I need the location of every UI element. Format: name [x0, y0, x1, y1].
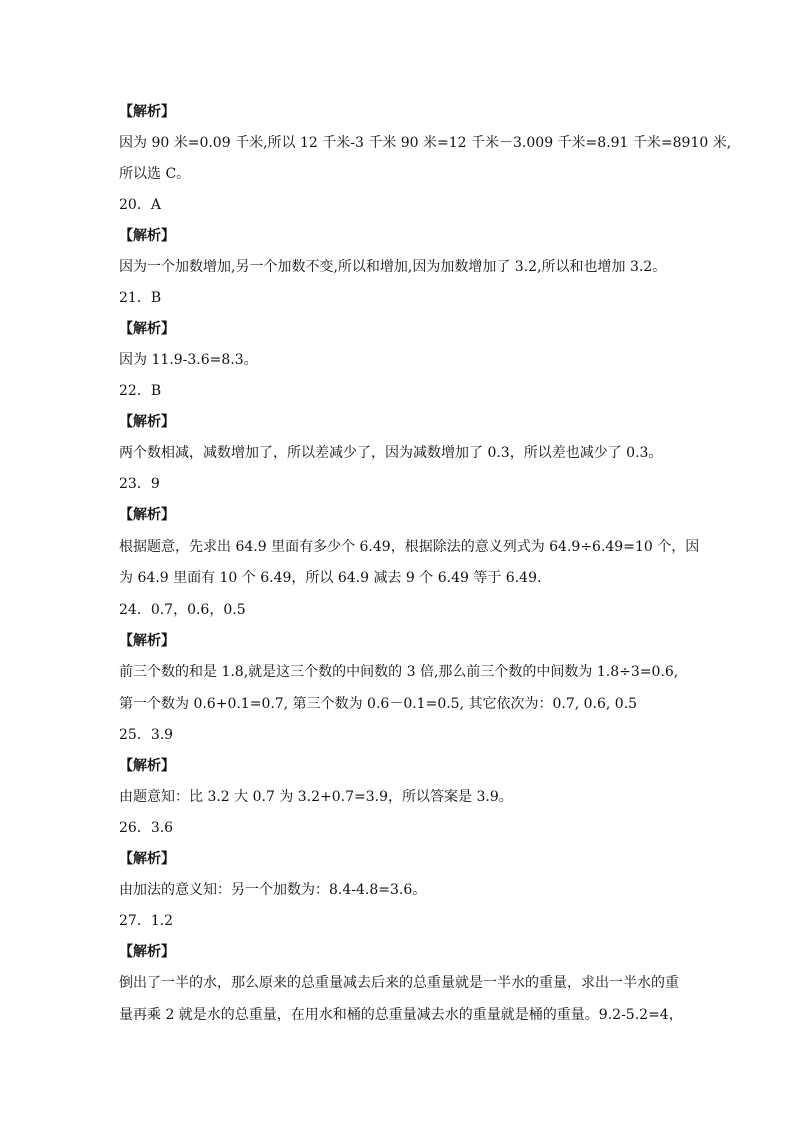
answer-line: 24．0.7，0.6，0.5	[119, 602, 246, 618]
explanation-text: 根据题意，先求出 64.9 里面有多少个 6.49，根据除法的意义列式为 64.9÷6.49=10 个，因	[119, 539, 700, 555]
answer-line: 21．B	[119, 290, 162, 306]
explanation-text: 第一个数为 0.6+0.1=0.7, 第三个数为 0.6－0.1=0.5, 其它依次为：0.7, 0.6, 0.5	[119, 696, 638, 712]
explanation-text: 因为 11.9-3.6=8.3。	[119, 352, 258, 368]
answer-line: 23．9	[119, 476, 160, 492]
section-heading: 【解析】	[119, 758, 175, 774]
explanation-text: 所以选 C。	[119, 166, 191, 182]
answer-line: 27．1.2	[119, 913, 174, 929]
answer-line: 20．A	[119, 197, 161, 213]
explanation-text: 因为一个加数增加,另一个加数不变,所以和增加,因为加数增加了 3.2,所以和也增加 3.2。	[119, 259, 667, 275]
explanation-text: 两个数相减，减数增加了，所以差减少了，因为减数增加了 0.3，所以差也减少了 0.3。	[119, 445, 663, 461]
section-heading: 【解析】	[119, 228, 175, 244]
section-heading: 【解析】	[119, 851, 175, 867]
explanation-text: 为 64.9 里面有 10 个 6.49，所以 64.9 减去 9 个 6.49 等于 6.49.	[119, 570, 542, 586]
explanation-text: 由加法的意义知：另一个加数为：8.4-4.8=3.6。	[119, 882, 427, 898]
explanation-text: 因为 90 米=0.09 千米,所以 12 千米-3 千米 90 米=12 千米－3.009 千米=8.91 千米=8910 米,	[119, 135, 732, 151]
section-heading: 【解析】	[119, 321, 175, 337]
section-heading: 【解析】	[119, 414, 175, 430]
section-heading: 【解析】	[119, 944, 175, 960]
explanation-text: 倒出了一半的水，那么原来的总重量减去后来的总重量就是一半水的重量，求出一半水的重	[119, 975, 679, 991]
section-heading: 【解析】	[119, 633, 175, 649]
section-heading: 【解析】	[119, 507, 175, 523]
section-heading: 【解析】	[119, 104, 175, 120]
explanation-text: 由题意知：比 3.2 大 0.7 为 3.2+0.7=3.9，所以答案是 3.9。	[119, 789, 513, 805]
answer-line: 26．3.6	[119, 820, 174, 836]
explanation-text: 前三个数的和是 1.8,就是这三个数的中间数的 3 倍,那么前三个数的中间数为 1.8÷3=0.6,	[119, 664, 679, 680]
answer-line: 22．B	[119, 383, 162, 399]
answer-line: 25．3.9	[119, 727, 174, 743]
explanation-text: 量再乘 2 就是水的总重量，在用水和桶的总重量减去水的重量就是桶的重量。9.2-5.2=4，	[119, 1007, 683, 1023]
